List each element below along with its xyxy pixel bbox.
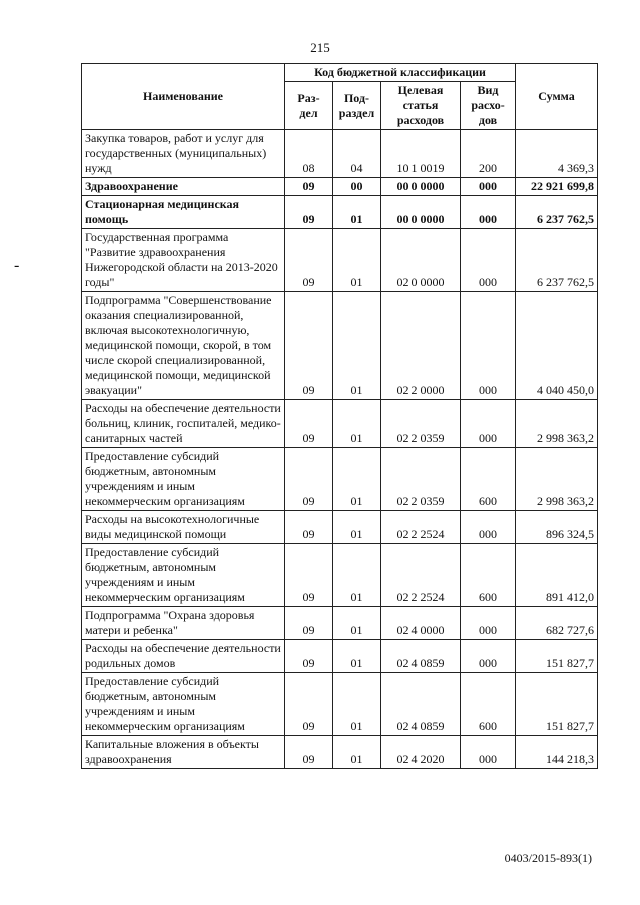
table-row xyxy=(82,196,598,229)
row-name: Предоставление субсидий бюджетным, автономным учреждениям и иным некоммерческим организациям xyxy=(82,448,285,511)
row-podrazdel: 00 xyxy=(333,178,381,196)
row-razdel: 09 xyxy=(285,544,333,607)
row-expense-type: 000 xyxy=(461,400,516,448)
row-podrazdel: 01 xyxy=(333,736,381,769)
row-expense-type: 000 xyxy=(461,511,516,544)
row-name: Стационарная медицинская помощь xyxy=(82,196,285,229)
row-target-article: 02 2 2524 xyxy=(381,544,461,607)
table-row xyxy=(82,292,598,400)
row-expense-type: 600 xyxy=(461,673,516,736)
row-target-article: 02 2 0359 xyxy=(381,400,461,448)
row-podrazdel: 01 xyxy=(333,448,381,511)
header-name: Наименование xyxy=(82,64,285,130)
page-number: 215 xyxy=(310,40,330,55)
row-name: Предоставление субсидий бюджетным, автономным учреждениям и иным некоммерческим организациям xyxy=(82,544,285,607)
row-razdel: 09 xyxy=(285,292,333,400)
row-name: Расходы на обеспечение деятельности больниц, клиник, госпиталей, медико-санитарных частей xyxy=(82,400,285,448)
row-podrazdel: 01 xyxy=(333,229,381,292)
header-expense-type: Вид расхо- дов xyxy=(461,82,516,130)
row-podrazdel: 01 xyxy=(333,511,381,544)
row-expense-type: 600 xyxy=(461,544,516,607)
header-target-article: Целевая статья расходов xyxy=(381,82,461,130)
row-name: Государственная программа "Развитие здравоохранения Нижегородской области на 2013-2020 годы" xyxy=(82,229,285,292)
row-podrazdel: 01 xyxy=(333,544,381,607)
header-podrazdel: Под- раздел xyxy=(333,82,381,130)
row-expense-type: 000 xyxy=(461,196,516,229)
row-razdel: 09 xyxy=(285,229,333,292)
table-row xyxy=(82,400,598,448)
row-sum: 22 921 699,8 xyxy=(516,178,598,196)
row-sum: 891 412,0 xyxy=(516,544,598,607)
row-name: Подпрограмма "Охрана здоровья матери и ребенка" xyxy=(82,607,285,640)
row-podrazdel: 01 xyxy=(333,607,381,640)
row-podrazdel: 01 xyxy=(333,292,381,400)
table-row xyxy=(82,511,598,544)
row-sum: 896 324,5 xyxy=(516,511,598,544)
row-name: Закупка товаров, работ и услуг для государственных (муниципальных) нужд xyxy=(82,130,285,178)
row-sum: 6 237 762,5 xyxy=(516,196,598,229)
row-sum: 144 218,3 xyxy=(516,736,598,769)
row-name: Здравоохранение xyxy=(82,178,285,196)
row-expense-type: 200 xyxy=(461,130,516,178)
row-name: Расходы на высокотехнологичные виды медицинской помощи xyxy=(82,511,285,544)
header-razdel: Раз- дел xyxy=(285,82,333,130)
row-razdel: 09 xyxy=(285,196,333,229)
row-target-article: 00 0 0000 xyxy=(381,196,461,229)
row-target-article: 02 4 0000 xyxy=(381,607,461,640)
header-sum: Сумма xyxy=(516,64,598,130)
row-razdel: 08 xyxy=(285,130,333,178)
row-expense-type: 000 xyxy=(461,607,516,640)
table-row xyxy=(82,229,598,292)
table-row xyxy=(82,448,598,511)
row-podrazdel: 01 xyxy=(333,196,381,229)
row-target-article: 02 4 0859 xyxy=(381,640,461,673)
margin-dash-mark: - xyxy=(14,257,20,274)
row-name: Расходы на обеспечение деятельности родильных домов xyxy=(82,640,285,673)
budget-table xyxy=(81,63,598,769)
row-expense-type: 000 xyxy=(461,178,516,196)
row-razdel: 09 xyxy=(285,511,333,544)
row-sum: 2 998 363,2 xyxy=(516,400,598,448)
row-razdel: 09 xyxy=(285,448,333,511)
row-sum: 4 369,3 xyxy=(516,130,598,178)
row-razdel: 09 xyxy=(285,178,333,196)
row-target-article: 02 2 0359 xyxy=(381,448,461,511)
row-sum: 6 237 762,5 xyxy=(516,229,598,292)
row-razdel: 09 xyxy=(285,400,333,448)
table-row xyxy=(82,607,598,640)
row-podrazdel: 01 xyxy=(333,400,381,448)
header-classification-group: Код бюджетной классификации xyxy=(285,64,516,82)
row-expense-type: 600 xyxy=(461,448,516,511)
row-podrazdel: 04 xyxy=(333,130,381,178)
row-razdel: 09 xyxy=(285,736,333,769)
row-expense-type: 000 xyxy=(461,640,516,673)
row-sum: 151 827,7 xyxy=(516,673,598,736)
document-code: 0403/2015-893(1) xyxy=(504,851,592,865)
row-sum: 4 040 450,0 xyxy=(516,292,598,400)
table-row xyxy=(82,640,598,673)
row-expense-type: 000 xyxy=(461,292,516,400)
row-sum: 151 827,7 xyxy=(516,640,598,673)
row-expense-type: 000 xyxy=(461,229,516,292)
row-target-article: 02 0 0000 xyxy=(381,229,461,292)
row-razdel: 09 xyxy=(285,640,333,673)
row-name: Капитальные вложения в объекты здравоохранения xyxy=(82,736,285,769)
table-row xyxy=(82,544,598,607)
row-razdel: 09 xyxy=(285,673,333,736)
row-sum: 682 727,6 xyxy=(516,607,598,640)
row-sum: 2 998 363,2 xyxy=(516,448,598,511)
table-row xyxy=(82,178,598,196)
row-podrazdel: 01 xyxy=(333,673,381,736)
table-row xyxy=(82,130,598,178)
table-row xyxy=(82,673,598,736)
row-expense-type: 000 xyxy=(461,736,516,769)
row-target-article: 00 0 0000 xyxy=(381,178,461,196)
row-name: Подпрограмма "Совершенствование оказания специализированной, включая высокотехнологичную, медицинской помощи, скорой, в том числе скорой специализированной, медицинской помощи, медицинской эвакуации" xyxy=(82,292,285,400)
table-row xyxy=(82,736,598,769)
row-name: Предоставление субсидий бюджетным, автономным учреждениям и иным некоммерческим организациям xyxy=(82,673,285,736)
row-podrazdel: 01 xyxy=(333,640,381,673)
row-target-article: 10 1 0019 xyxy=(381,130,461,178)
row-target-article: 02 4 0859 xyxy=(381,673,461,736)
row-razdel: 09 xyxy=(285,607,333,640)
row-target-article: 02 2 2524 xyxy=(381,511,461,544)
row-target-article: 02 2 0000 xyxy=(381,292,461,400)
row-target-article: 02 4 2020 xyxy=(381,736,461,769)
